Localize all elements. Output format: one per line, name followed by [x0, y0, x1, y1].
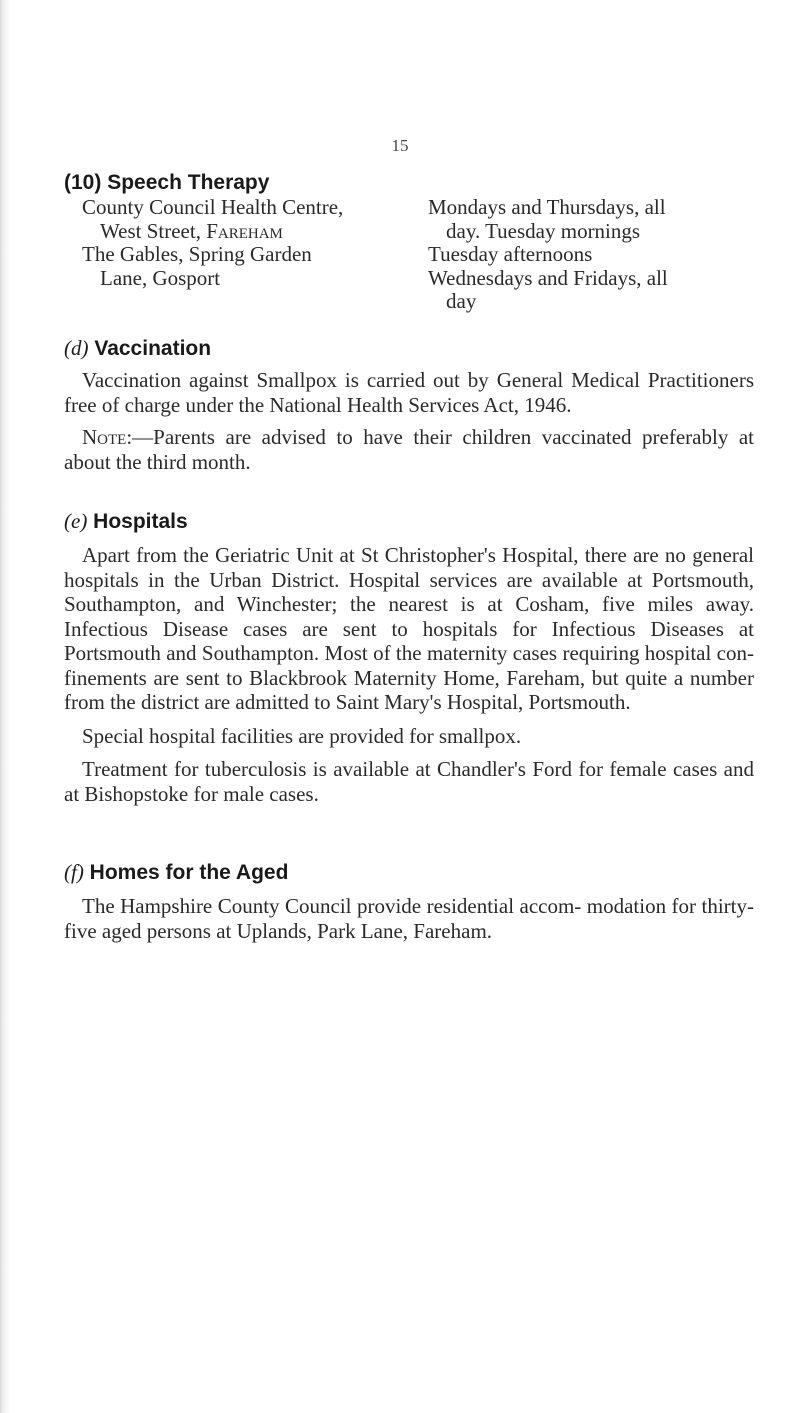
hospitals-paragraph-1: Apart from the Geriatric Unit at St Christopher's Hospital, there are no general hospitals in the Urban District. Hospital services are available at Portsmouth, Southampton, and Winchester; the nearest is at Cosham, five miles away. Infectious Disease cases are sent to hospitals for Infectious Diseases at Portsmouth and Southampton. Most of the maternity cases requiring hospital con- finements are sent to Blackbrook Maternity Home, Fareham, but quite a number from the district are admitted to Saint Mary's Hospital, Portsmouth. — [64, 543, 754, 714]
clinic-location-line: Lane, Gosport — [100, 265, 221, 290]
clinic-location-line — [82, 220, 432, 244]
note-text: :—Parents are advised to have their children vaccinated preferably at about the third month. — [64, 425, 754, 474]
clinic-times-line: day — [446, 289, 477, 313]
homes-aged-section — [64, 859, 754, 943]
clinic-times-2 — [428, 243, 768, 314]
section-number: (10) — [64, 171, 102, 194]
clinic-location-line: County Council Health Centre, — [82, 195, 344, 219]
section-letter: (e) — [64, 509, 88, 533]
hospitals-paragraph-2: Special hospital facilities are provided for smallpox. — [82, 723, 522, 748]
speech-therapy-heading — [64, 170, 754, 196]
section-letter: (d) — [64, 336, 89, 360]
hospitals-section — [64, 508, 754, 806]
hospitals-heading — [64, 508, 754, 535]
clinic-times-line: day. Tuesday mornings — [446, 218, 641, 243]
clinic-street: West Street, — [100, 218, 201, 243]
clinic-times-line: Tuesday afternoons — [428, 242, 593, 266]
homes-aged-heading — [64, 859, 754, 886]
vaccination-note — [64, 425, 754, 474]
page-binding-edge — [0, 0, 10, 1413]
section-title: Hospitals — [93, 510, 188, 533]
clinic-town: Fareham — [206, 218, 283, 243]
vaccination-section — [64, 335, 754, 474]
section-title: Speech Therapy — [107, 171, 270, 194]
homes-aged-paragraph: The Hampshire County Council provide residential accom- modation for thirty-five aged persons at Uplands, Park Lane, Fareham. — [64, 894, 754, 943]
hospitals-paragraph-3: Treatment for tuberculosis is available at Chandler's Ford for female cases and at Bishopstoke for male cases. — [64, 757, 754, 806]
section-title: Vaccination — [94, 337, 212, 360]
page-number: 15 — [391, 136, 409, 155]
clinic-location-2 — [82, 243, 432, 290]
vaccination-paragraph: Vaccination against Smallpox is carried out by General Medical Practitioners free of charge under the National Health Services Act, 1946. — [64, 368, 754, 417]
vaccination-heading — [64, 335, 754, 362]
clinic-times-line: Wednesdays and Fridays, all — [428, 265, 668, 290]
clinic-location-1 — [82, 196, 432, 243]
clinic-location-line: The Gables, Spring Garden — [82, 242, 312, 266]
note-label: Note — [82, 425, 127, 449]
clinic-times-line: Mondays and Thursdays, all — [428, 195, 666, 219]
section-letter: (f) — [64, 860, 84, 884]
clinic-times-1 — [428, 196, 768, 243]
section-title: Homes for the Aged — [89, 861, 289, 884]
